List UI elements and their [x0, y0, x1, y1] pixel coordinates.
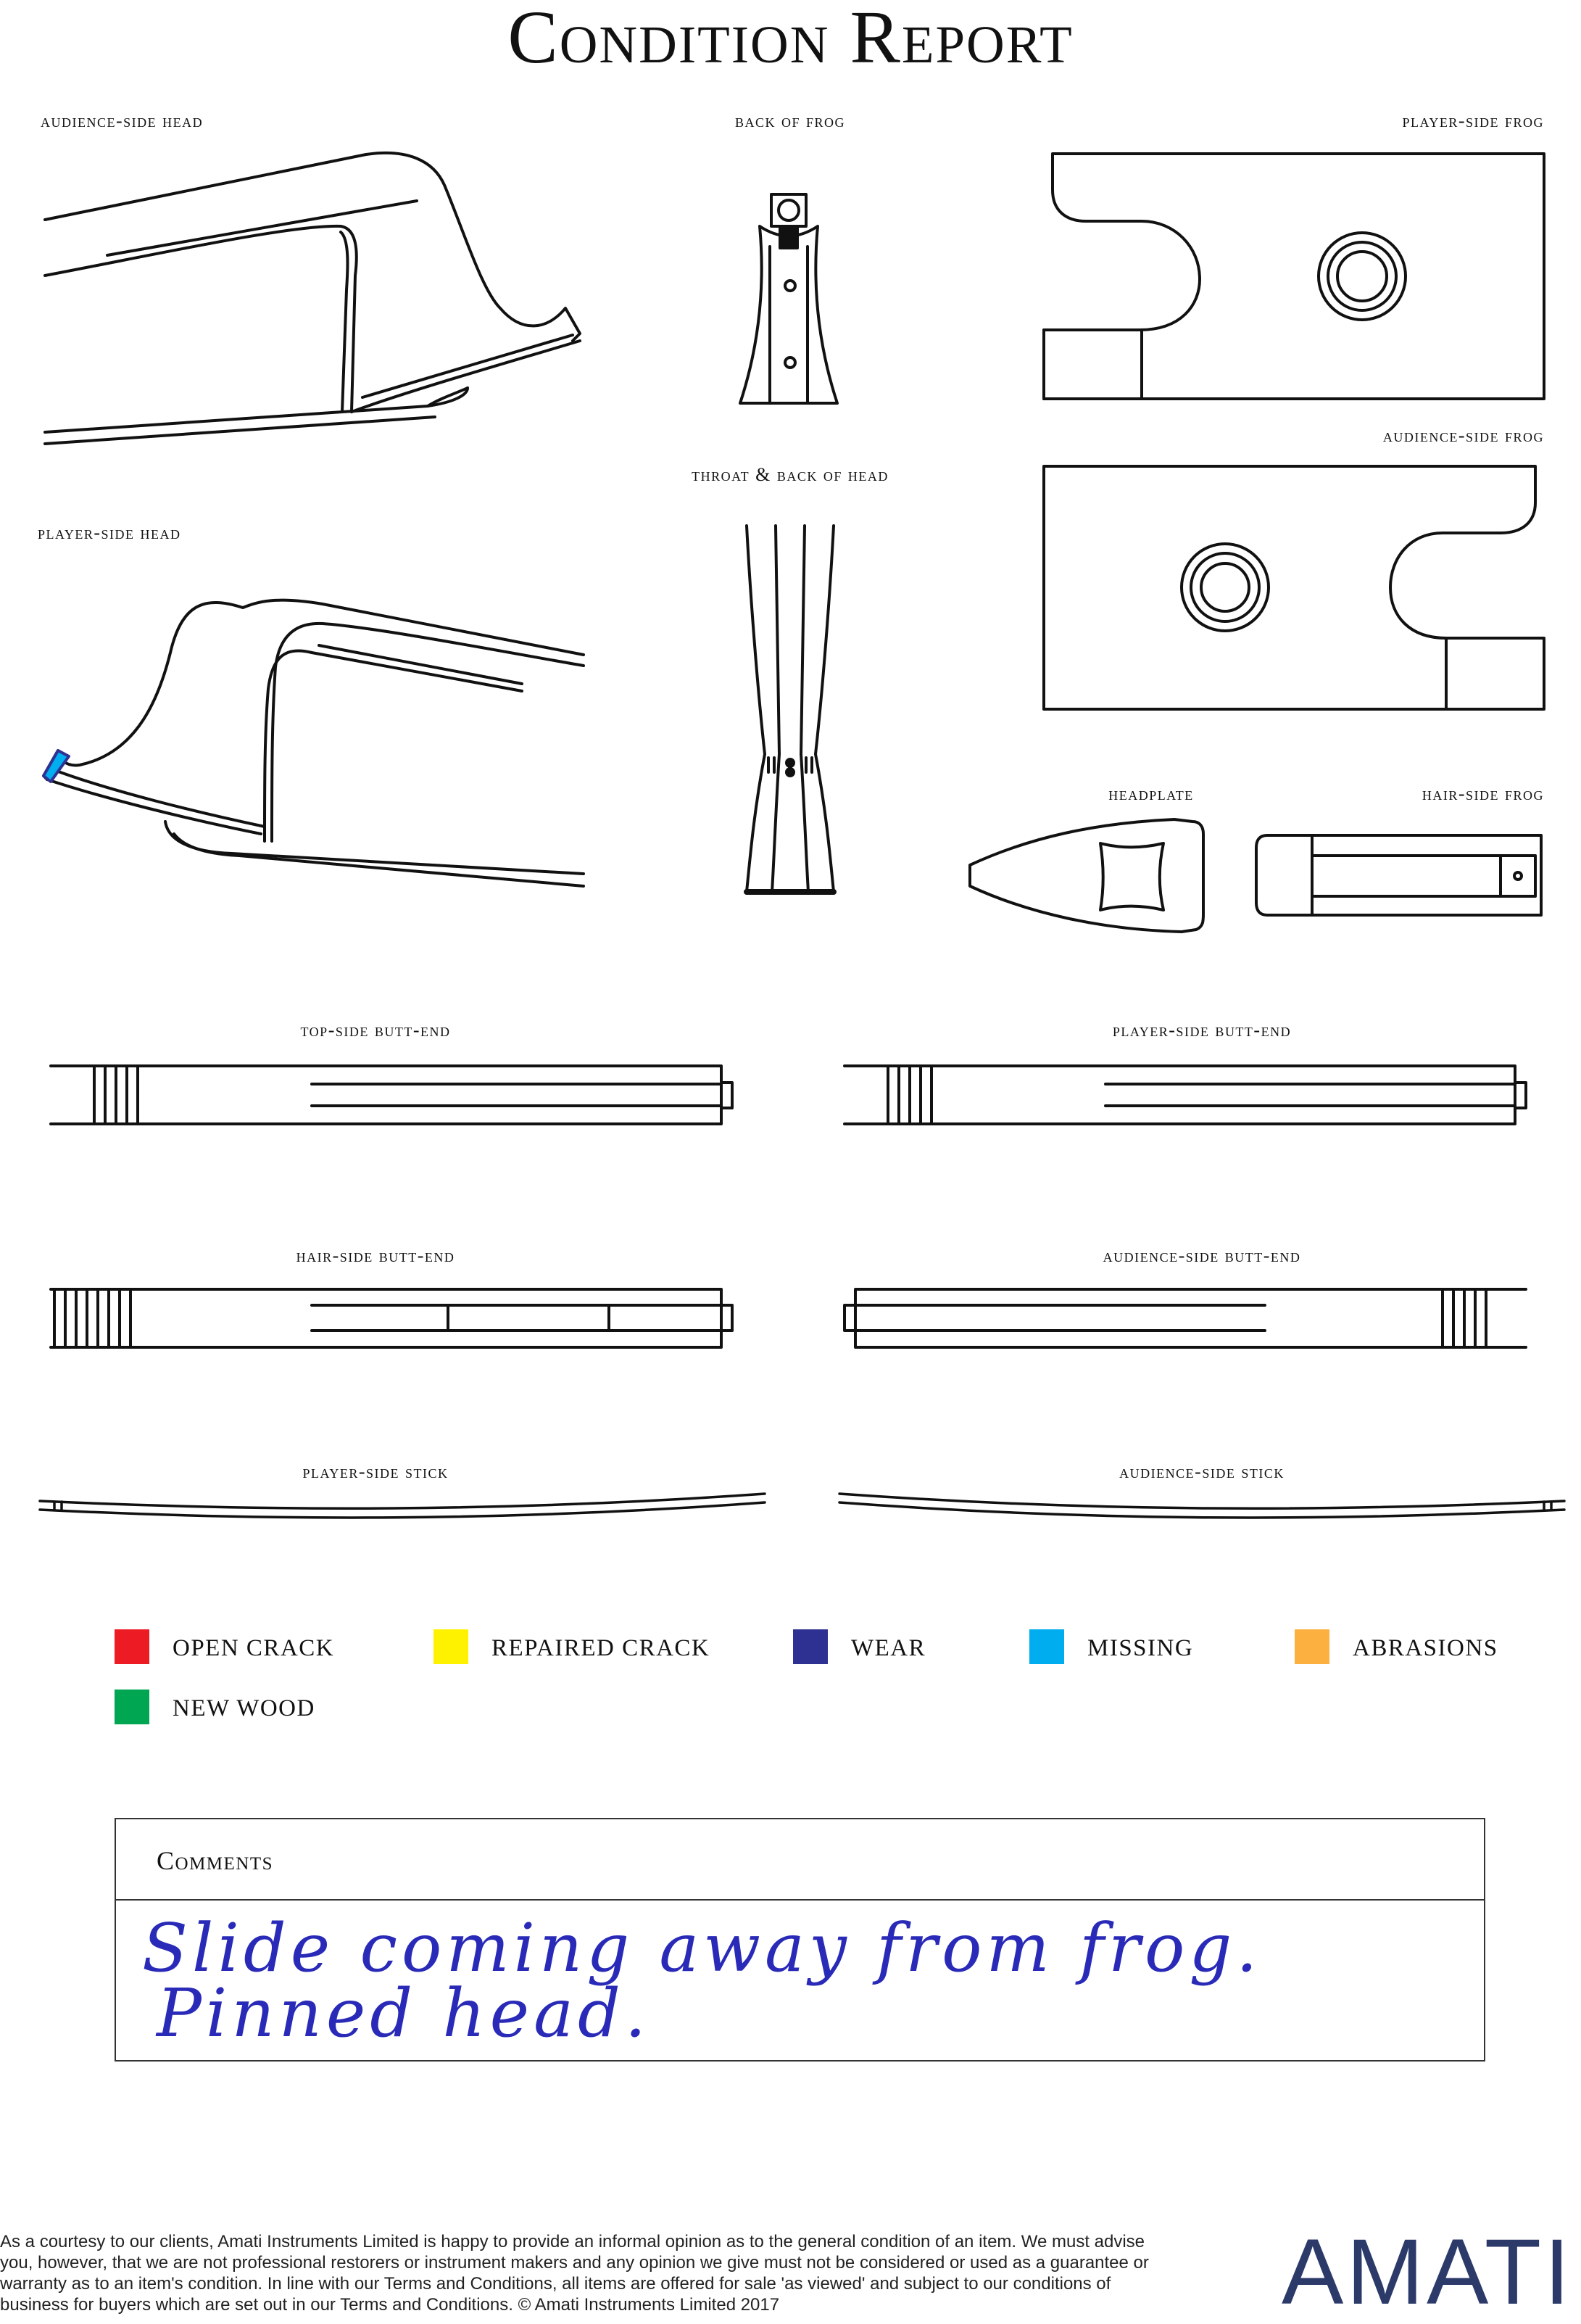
comments-handwriting-line1: Slide coming away from frog. — [142, 1909, 1262, 1987]
comments-handwriting-line2: Pinned head. — [157, 1974, 651, 2052]
label-player-side-frog: player-side frog — [1402, 110, 1544, 131]
label-audience-side-butt-end: audience-side butt-end — [1103, 1245, 1301, 1266]
label-player-side-head: player-side head — [38, 522, 181, 543]
audience-side-head-drawing — [45, 153, 580, 444]
label-audience-side-stick: audience-side stick — [1119, 1461, 1285, 1482]
comments-header — [116, 1819, 1484, 1901]
legend-swatch-new-wood — [115, 1690, 149, 1724]
hair-side-butt-end-drawing — [51, 1289, 732, 1347]
legend-label-open-crack: OPEN CRACK — [173, 1635, 335, 1661]
label-audience-side-head: audience-side head — [41, 110, 204, 131]
legend-swatch-wear — [793, 1629, 828, 1664]
disclaimer-text: As a courtesy to our clients, Amati Instruments Limited is happy to provide an informal opinion as to the general condition of an item. We must advise you, however, that we are not professional restorers or instrument makers and any opinion we give must not be considered or used as a guarantee or warranty as to an item's condition. In line with our Terms and Conditions, all items are offered for sale 'as viewed' and subject to our conditions of business for buyers which are set out in our Terms and Conditions. © Amati Instruments Limited 2017 — [0, 2232, 1149, 2315]
throat-back-of-head-drawing — [747, 526, 834, 892]
label-back-of-frog: back of frog — [734, 110, 846, 131]
player-side-stick-drawing — [40, 1494, 765, 1518]
label-headplate: headplate — [1108, 783, 1194, 804]
label-audience-side-frog: audience-side frog — [1382, 425, 1544, 446]
comments-label: Comments — [157, 1846, 274, 1875]
audience-side-butt-end-drawing — [845, 1289, 1526, 1347]
legend-swatch-open-crack — [115, 1629, 149, 1664]
label-hair-side-butt-end: hair-side butt-end — [296, 1245, 455, 1266]
page-title: Condition Report — [507, 0, 1074, 79]
label-top-side-butt-end: top-side butt-end — [300, 1020, 451, 1041]
legend-label-repaired-crack: REPAIRED CRACK — [491, 1635, 710, 1661]
player-side-head-drawing — [43, 600, 584, 886]
back-of-frog-drawing — [740, 194, 837, 403]
hair-side-frog-drawing — [1256, 835, 1541, 915]
legend-label-abrasions: ABRASIONS — [1353, 1635, 1498, 1661]
label-throat-back-of-head: throat & back of head — [692, 464, 889, 485]
player-side-butt-end-drawing — [845, 1066, 1526, 1124]
player-side-frog-drawing — [1044, 154, 1544, 399]
label-player-side-stick: player-side stick — [302, 1461, 449, 1482]
legend-swatch-repaired-crack — [433, 1629, 468, 1664]
legend-label-missing: MISSING — [1087, 1635, 1194, 1661]
legend-label-new-wood: NEW WOOD — [173, 1695, 315, 1721]
comments-box — [115, 1818, 1485, 2062]
amati-logo: AMATI — [1282, 2220, 1573, 2324]
legend-label-wear: WEAR — [851, 1635, 926, 1661]
legend-swatch-missing — [1029, 1629, 1064, 1664]
legend-swatch-abrasions — [1295, 1629, 1329, 1664]
top-side-butt-end-drawing — [51, 1066, 732, 1124]
headplate-drawing — [970, 819, 1203, 932]
label-player-side-butt-end: player-side butt-end — [1112, 1020, 1292, 1041]
audience-side-frog-drawing — [1044, 466, 1544, 709]
audience-side-stick-drawing — [839, 1494, 1564, 1518]
label-hair-side-frog: hair-side frog — [1422, 783, 1544, 804]
